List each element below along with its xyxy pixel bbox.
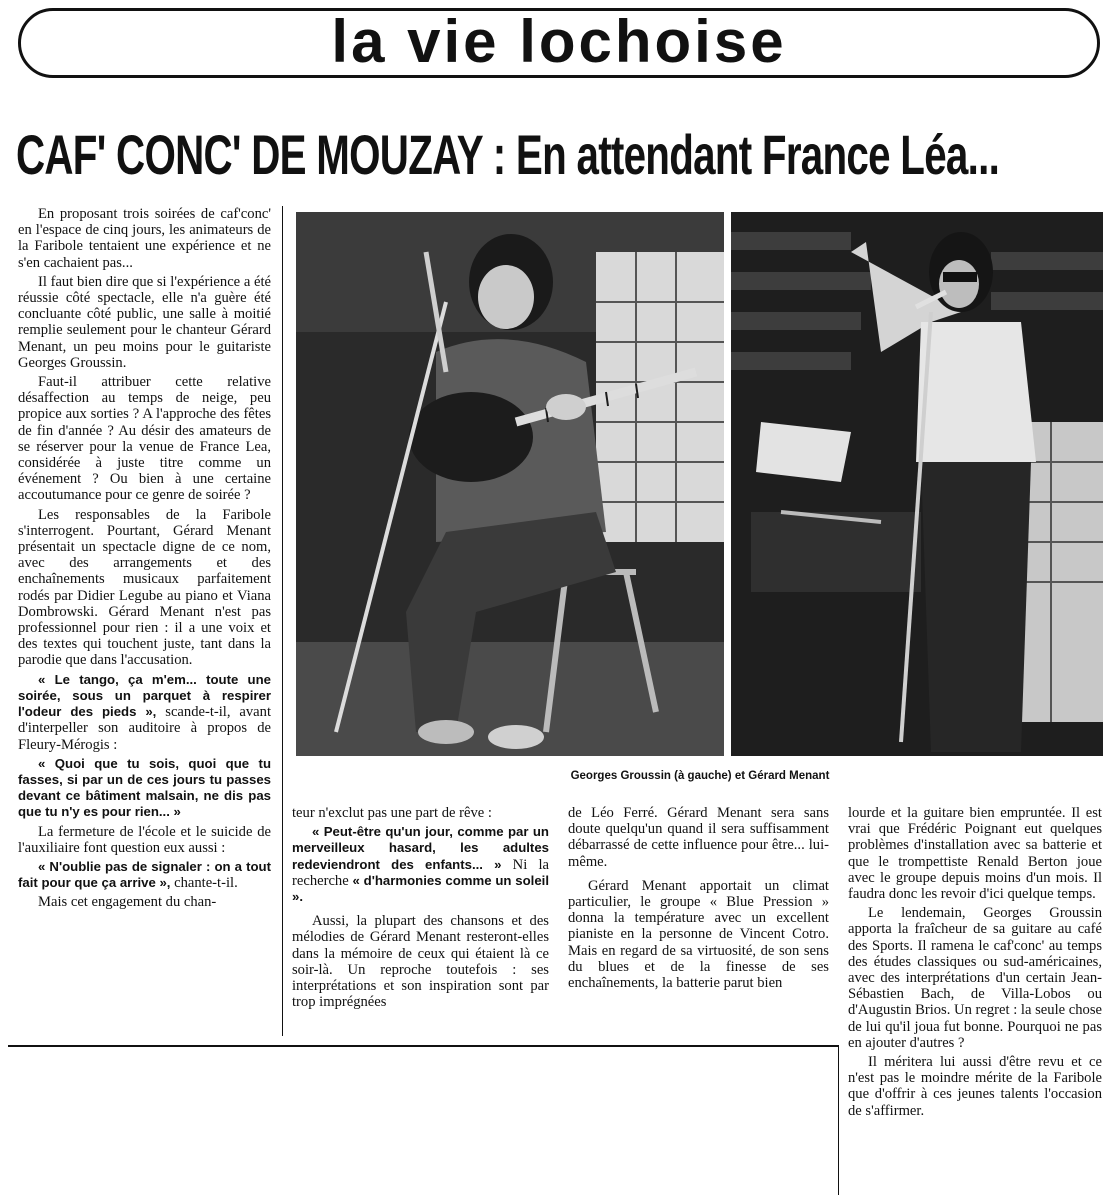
paragraph: teur n'exclut pas une part de rêve : xyxy=(292,805,492,821)
paragraph: Mais cet engagement du chan- xyxy=(38,894,217,911)
column-divider xyxy=(282,206,283,1036)
paragraph: lourde et la guitare bien empruntée. Il est vrai que Frédéric Poignant eut quelques problèmes d'installation avec sa batterie et que le trompettiste Renald Berton joue avec le groupe depuis moins d'un mois. Il faudra donc les revoir d'ici quelque temps. xyxy=(848,805,1102,903)
section-title: la vie lochoise xyxy=(331,8,787,75)
article-column-2 xyxy=(292,805,549,1013)
paragraph: Il faut bien dire que si l'expérience a été réussie côté spectacle, elle n'a guère été concluante côté public, une salle à moitié remplie seulement pour le chanteur Gérard Menant, un peu moins pour le guitariste Georges Groussin. xyxy=(18,273,271,371)
paragraph xyxy=(292,824,549,905)
paragraph: Le lendemain, Georges Groussin apporta la fraîcheur de sa guitare au café des Sports. Il ramena le caf'conc' au temps des études classiques ou sud-américaines, avec des interprétations d'un certain Jean-Sébastien Bach, de Villa-Lobos ou d'Augustin Brios. Un regret : la seule chose de lui qu'il joua fut bonne. Pourquoi ne pas en ajouter d'autres ? xyxy=(848,905,1102,1051)
paragraph: En proposant trois soirées de caf'conc' en l'espace de cinq jours, les animateurs de la Faribole tentaient une expérience et ne s'en cachaient pas... xyxy=(18,206,271,271)
paragraph xyxy=(18,672,271,753)
text: Ni la recherche xyxy=(292,856,549,889)
paragraph: Les responsables de la Faribole s'interrogent. Pourtant, Gérard Menant présentait un spectacle digne de ce nom, avec des arrangements et des enchaînements musicaux parfaitement rodés par Didier Legube au piano et Viana Dombrowski. Gérard Menant n'est pas professionnel pour rien : il a une voix et des textes qui touchent juste, tant dans la parodie que dans l'accusation. xyxy=(18,506,271,669)
section-banner xyxy=(18,8,1100,78)
article-column-4 xyxy=(848,805,1102,1122)
text: chante-t-il. xyxy=(170,875,238,892)
paragraph: de Léo Ferré. Gérard Menant sera sans doute quelqu'un quand il sera suffisamment débarrassé de cette influence pour être... lui-même. xyxy=(568,805,829,870)
quote: « Le tango, ça m'em... toute une soirée, sous un parquet à respirer l'odeur des pieds », xyxy=(18,671,271,720)
horizontal-rule xyxy=(8,1045,838,1047)
quote: « Quoi que tu sois, quoi que tu fasses, si par un de ces jours tu passes devant ce bâtiment malsain, ne dis pas que tu n'y es pour rien... » xyxy=(18,755,271,820)
photo-guitarist xyxy=(296,212,724,756)
paragraph: Gérard Menant apportait un climat particulier, le groupe « Blue Pression » donna la température avec un excellent pianiste en la personne de Vincent Cotro. Mais en regard de sa virtuosité, de son sens du blues et de la finesse de ses enchaînements, la batterie parut bien xyxy=(568,877,829,992)
article-headline: CAF' CONC' DE MOUZAY : En attendant France Léa... xyxy=(16,123,1000,186)
paragraph: Faut-il attribuer cette relative désaffection au temps de neige, peu propice aux sorties ? A l'approche des fêtes de fin d'année ? Au désir des amateurs de se réserver pour la venue de France Lea, considérée à juste titre comme un événement ? Ou bien à une certaine accoutumance pour ce genre de soirée ? xyxy=(18,374,271,504)
quote: « d'harmonies comme un soleil ». xyxy=(292,872,550,905)
paragraph xyxy=(18,756,271,821)
quote: « N'oublie pas de signaler : on a tout fait pour que ça arrive », xyxy=(18,858,271,891)
paragraph xyxy=(18,859,271,891)
paragraph: Aussi, la plupart des chansons et des mélodies de Gérard Menant resteront-elles dans la mémoire de ceux qui étaient là ce soir-là. Un reproche toutefois : ses interprétations et son inspiration sont par trop imprégnées xyxy=(292,913,549,1011)
quote: « Peut-être qu'un jour, comme par un merveilleux hasard, les adultes redeviendront des enfants... » xyxy=(292,824,549,872)
article-column-3 xyxy=(568,805,829,994)
paragraph: Il méritera lui aussi d'être revu et ce n'est pas le moindre mérite de la Faribole que d'offrir à ces jeunes talents l'occasion de s'affirmer. xyxy=(848,1054,1102,1119)
column-divider xyxy=(838,1045,839,1195)
photo-caption: Georges Groussin (à gauche) et Gérard Menant xyxy=(570,770,830,782)
paragraph: La fermeture de l'école et le suicide de l'auxiliaire font question eux aussi : xyxy=(18,823,271,856)
photo-singer xyxy=(731,212,1103,756)
article-column-1 xyxy=(18,206,271,914)
text: scande-t-il, avant d'interpeller son auditoire à propos de Fleury-Mérogis : xyxy=(18,704,272,753)
